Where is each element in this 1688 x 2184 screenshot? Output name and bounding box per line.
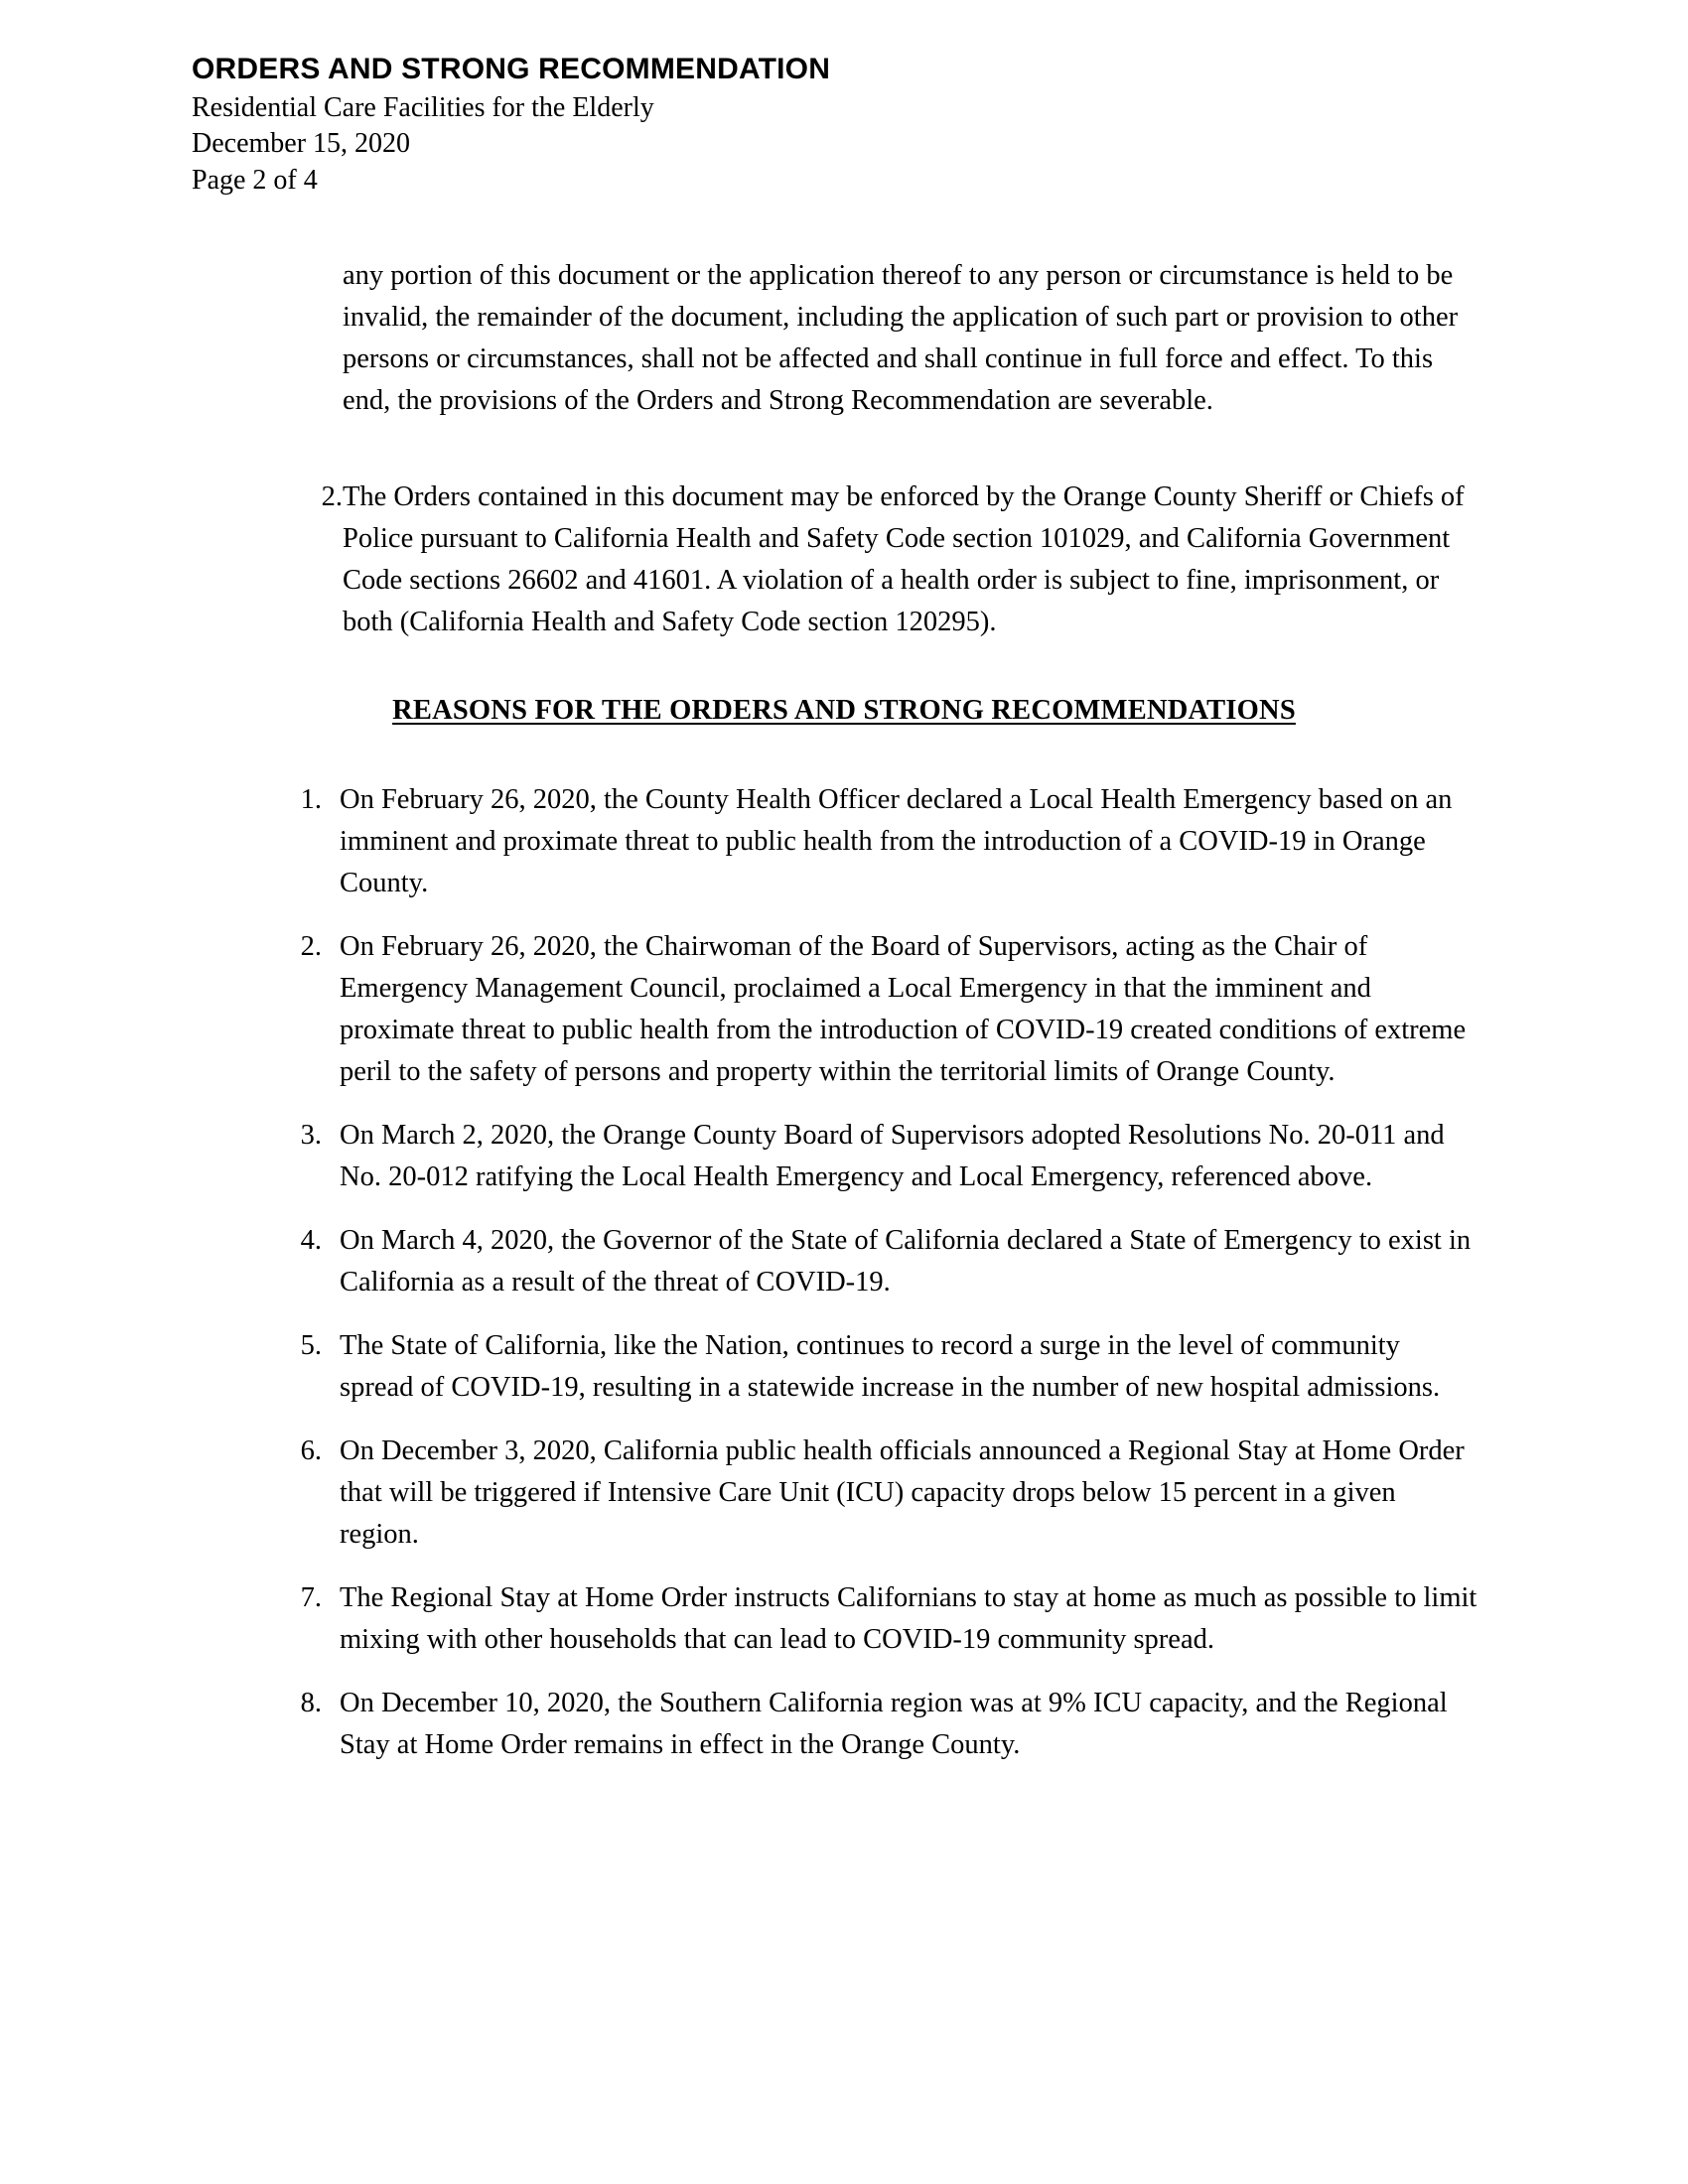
list-item-number: 3. [300, 1120, 322, 1151]
page-title: ORDERS AND STRONG RECOMMENDATION [192, 53, 831, 85]
list-item-text: The Orders contained in this document may be enforced by the Orange County Sheriff or Chiefs of Police pursuant to California Health and Safety Code section 101029, and California Government Code sections 26602 and 41601. A violation of a health order is subject to fine, imprisonment, or both (California Health and Safety Code section 120295). [343, 481, 1465, 637]
list-item-text: The Regional Stay at Home Order instructs Californians to stay at home as much as possible to limit mixing with other households that can lead to COVID-19 community spread. [340, 1582, 1477, 1655]
list-item-number: 7. [300, 1582, 322, 1613]
list-item [288, 1577, 1479, 1661]
page-number-label: Page 2 of 4 [192, 165, 318, 197]
list-item-number: 6. [300, 1435, 322, 1466]
section-heading-text: REASONS FOR THE ORDERS AND STRONG RECOMMENDATIONS [392, 695, 1296, 726]
reasons-list [288, 779, 1479, 1766]
list-item-number: 5. [300, 1330, 322, 1361]
list-item [288, 1115, 1479, 1198]
continuation-paragraph: any portion of this document or the application thereof to any person or circumstance is held to be invalid, the remainder of the document, including the application of such part or provision to other persons or circumstances, shall not be affected and shall continue in full force and effect. To this end, the provisions of the Orders and Strong Recommendation are severable. [343, 260, 1459, 416]
list-item-number: 2. [300, 931, 322, 962]
list-item-text: On February 26, 2020, the Chairwoman of the Board of Supervisors, acting as the Chair of Emergency Management Council, proclaimed a Local Emergency in that the imminent and proximate threat to public health from the introduction of COVID-19 created conditions of extreme peril to the safety of persons and property within the territorial limits of Orange County. [340, 931, 1467, 1087]
document-header [192, 53, 1383, 200]
orders-list [297, 477, 1474, 643]
list-item [288, 1325, 1479, 1409]
list-item-text: On March 2, 2020, the Orange County Board of Supervisors adopted Resolutions No. 20-011 and No. 20-012 ratifying the Local Health Emergency and Local Emergency, referenced above. [340, 1120, 1445, 1192]
list-item-text: On March 4, 2020, the Governor of the State of California declared a State of Emergency to exist in California as a result of the threat of COVID-19. [340, 1225, 1472, 1297]
list-item-text: On December 10, 2020, the Southern California region was at 9% ICU capacity, and the Regional Stay at Home Order remains in effect in the Orange County. [340, 1688, 1448, 1760]
list-item-number: 2. [321, 481, 343, 512]
section-heading [0, 695, 1688, 727]
list-item-number: 1. [300, 784, 322, 815]
list-item-text: On December 3, 2020, California public health officials announced a Regional Stay at Home Order that will be triggered if Intensive Care Unit (ICU) capacity drops below 15 percent in a given region. [340, 1435, 1465, 1550]
list-item [288, 1431, 1479, 1556]
list-item [288, 1220, 1479, 1303]
list-item [288, 1683, 1479, 1766]
list-item [288, 926, 1479, 1093]
list-item-number: 8. [300, 1688, 322, 1718]
document-date: December 15, 2020 [192, 128, 411, 160]
list-item [297, 477, 1474, 643]
list-item [288, 779, 1479, 904]
list-item-number: 4. [300, 1225, 322, 1256]
list-item-text: The State of California, like the Nation, continues to record a surge in the level of community spread of COVID-19, resulting in a statewide increase in the number of new hospital admissions. [340, 1330, 1441, 1403]
document-subtitle: Residential Care Facilities for the Elderly [192, 91, 654, 123]
list-item-text: On February 26, 2020, the County Health Officer declared a Local Health Emergency based on an imminent and proximate threat to public health from the introduction of a COVID-19 in Orange County. [340, 784, 1453, 898]
